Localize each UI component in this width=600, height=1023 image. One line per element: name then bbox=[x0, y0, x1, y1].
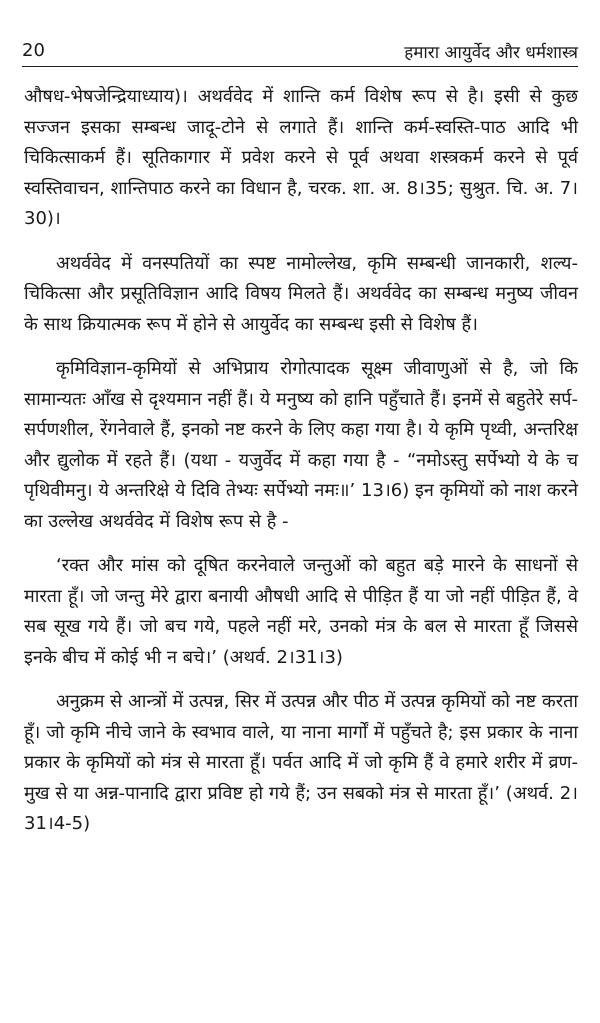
paragraph-2: अथर्ववेद में वनस्पतियों का स्पष्ट नामोल्लेख, कृमि सम्बन्धी जानकारी, शल्य-चिकित्सा और प्रसूतिविज्ञान आदि विषय मिलते हैं। अथर्ववेद का सम्बन्ध मनुष्य जीवन के साथ क्रियात्मक रूप में होने से आयुर्वेद का सम्बन्ध इसी से विशेष हैं। bbox=[24, 252, 578, 335]
paragraph-3: कृमिविज्ञान-कृमियों से अभिप्राय रोगोत्पादक सूक्ष्म जीवाणुओं से है, जो कि सामान्यतः आँख से दृश्यमान नहीं हैं। ये मनुष्य को हानि पहुँचाते हैं। इनमें से बहुतेरे सर्प-सर्पणशील, रेंगनेवाले हैं, इनको नष्ट करने के लिए कहा गया है। ये कृमि पृथ्वी, अन्तरिक्ष और द्युलोक में रहते हैं। (यथा - यजुर्वेद में कहा गया है - “नमोऽस्तु सर्पेभ्यो ये के च पृथिवीमनु। ये अन्तरिक्षे ये दिवि तेभ्यः सर्पेभ्यो नमः॥’ 13।6) इन कृमियों को नाश करने का उल्लेख अथर्ववेद में विशेष रूप से है - bbox=[24, 358, 578, 532]
page-number: 20 bbox=[22, 40, 45, 61]
page-body bbox=[24, 82, 578, 840]
page-header bbox=[22, 36, 578, 67]
paragraph-5: अनुक्रम से आन्त्रों में उत्पन्न, सिर में उत्पन्न और पीठ में उत्पन्न कृमियों को नष्ट करता हूँ। जो कृमि नीचे जाने के स्वभाव वाले, या नाना मार्गों में पहुँचते है; इस प्रकार के नाना प्रकार के कृमियों को मंत्र से मारता हूँ। पर्वत आदि में जो कृमि हैं वे हमारे शरीर में व्रण-मुख से या अन्न-पानादि द्वारा प्रविष्ट हो गये हैं; उन सबको मंत्र से मारता हूँ।’ (अथर्व. 2।31।4-5) bbox=[24, 691, 578, 834]
paragraph-4-quote: ‘रक्त और मांस को दूषित करनेवाले जन्तुओं को बहुत बड़े मारने के साधनों से मारता हूँ। जो जन्तु मेरे द्वारा बनायी औषधी आदि से पीड़ित हैं या जो नहीं पीड़ित हैं, वे सब सूख गये हैं। जो बच गये, पहले नहीं मरे, उनको मंत्र के बल से मारता हूँ जिससे इनके बीच में कोई भी न बचे।’ (अथर्व. 2।31।3) bbox=[24, 555, 578, 668]
running-title: हमारा आयुर्वेद और धर्मशास्त्र bbox=[404, 43, 578, 63]
paragraph-1: औषध-भेषजेन्द्रियाध्याय)। अथर्ववेद में शान्ति कर्म विशेष रूप से है। इसी से कुछ सज्जन इसका सम्बन्ध जादू-टोने से लगाते हैं। शान्ति कर्म-स्वस्ति-पाठ आदि भी चिकित्साकर्म हैं। सूतिकागार में प्रवेश करने से पूर्व अथवा शस्त्रकर्म करने से पूर्व स्वस्तिवाचन, शान्तिपाठ करने का विधान है, चरक. शा. अ. 8।35; सुश्रुत. चि. अ. 7।30)। bbox=[24, 86, 578, 229]
